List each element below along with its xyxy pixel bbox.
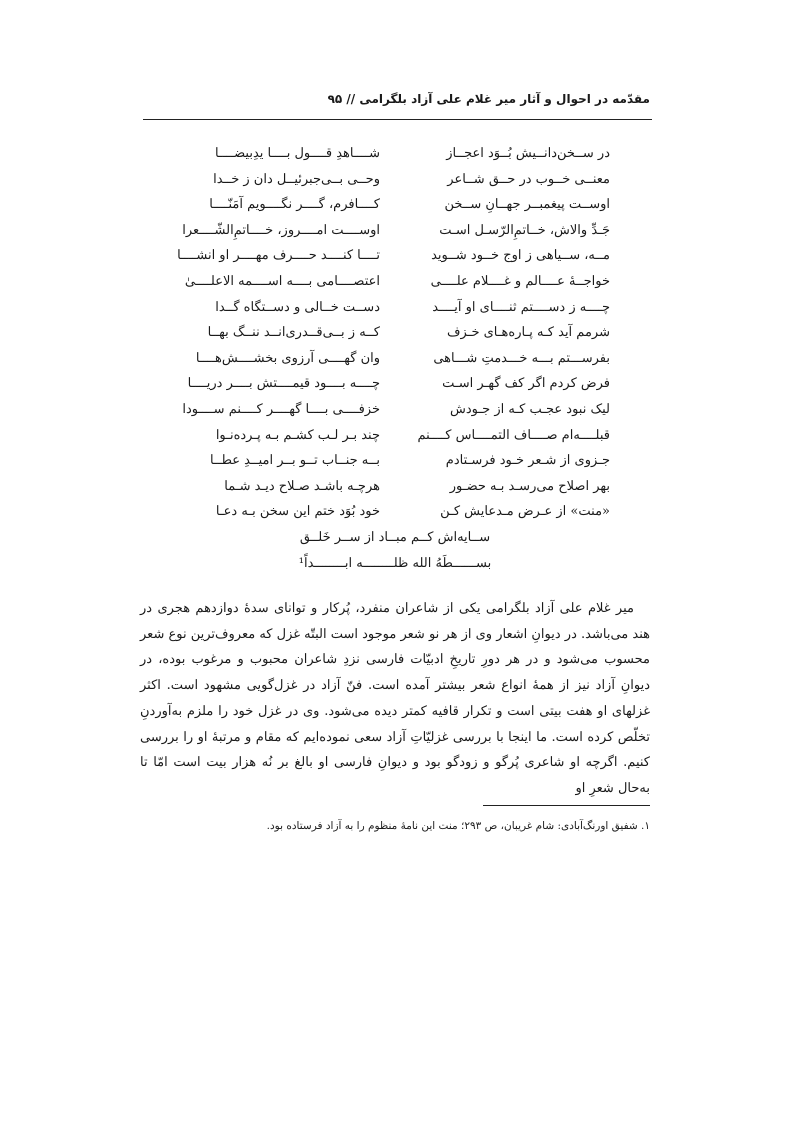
poem-couplet [180, 300, 610, 326]
poem-couplet [180, 402, 610, 428]
poem-couplet [180, 146, 610, 172]
hemistich-second: چند بـر لـب کشـم بـه پـرده‌نـوا [215, 427, 380, 443]
header-rule [143, 119, 652, 120]
poem-couplet [177, 248, 610, 274]
hemistich-first: فرض کردم اگر کف گهـر اسـت [442, 376, 610, 392]
hemistich-first: بفرســـتم بـــه خـــدمتِ شـــاهی [433, 350, 610, 366]
poem-block [177, 146, 610, 581]
hemistich-first: در ســخن‌دانــیش بُــوَد اعجــاز [446, 146, 610, 161]
closing-verse-line: ســایه‌اش کــم مبــاد از ســر خَلــق [299, 529, 491, 545]
hemistich-second: اوســــت امــــروز، خــــاتمِ‌الشّــــعرا [182, 222, 380, 238]
hemistich-first: لیک نبود عجـب کـه از جـودش [449, 401, 610, 417]
hemistich-second: چــــه بــــود قیمــــتش بــــر دریــــا [187, 376, 380, 392]
poem-couplet [180, 325, 610, 351]
hemistich-second: شــــاهدِ قــــول بــــا یدِبیضــــا [214, 146, 380, 161]
hemistich-second: کــه ز بــی‌قــدری‌انــد ننــگ بهــا [207, 325, 380, 341]
closing-verse-line: بســــــطَهُ الله ظلــــــــه ابــــــــداً¹ [298, 555, 492, 571]
poem-couplet [180, 428, 610, 454]
poem-couplet [180, 376, 610, 402]
hemistich-first: جَـدِّ والاش، خــاتمِ‌الرّسـل اسـت [439, 222, 610, 238]
hemistich-second: دســت خــالی و دســتگاه گــدا [215, 299, 380, 315]
hemistich-first: «منت» از عـرض مـدعایش کـن [440, 504, 610, 520]
hemistich-second: تــــا کنــــد حــــرف مهــــر او انشــــا [177, 248, 380, 264]
hemistich-first: شرمم آید کـه پـاره‌هـای خـزف [446, 325, 610, 341]
hemistich-second: خزفــــی بــــا گهــــر کــــنم ســــودا [182, 401, 380, 417]
hemistich-second: خود بُوَد ختم این سخن بـه دعـا [215, 504, 380, 520]
poem-couplet [180, 223, 610, 249]
hemistich-first: خواجــهٔ عــــالم و غــــلام علــــی [430, 273, 610, 289]
hemistich-second: کــــافرم، گــــر نگــــویم آمَنّــــا [209, 197, 380, 213]
hemistich-first: مــه، ســیاهی ز اوج خــود شــوید [431, 248, 610, 264]
hemistich-second: اعتصــــامی بــــه اســــمه الاعلــــیٰ [184, 273, 380, 289]
poem-couplet [180, 351, 610, 377]
hemistich-second: بــه جنــاب تــو بــر امیــدِ عطــا [210, 453, 380, 469]
hemistich-first: جـزوی از شـعر خـود فرسـتادم [445, 453, 610, 469]
footnote: ۱. شفیق اورنگ‌آبادی: شام غریبان، ص ۲۹۳؛ منت این نامهٔ منظوم را به آزاد فرستاده بود. [266, 820, 650, 832]
hemistich-first: قبلــــه‌ام صــــاف التمــــاس کــــنم [417, 427, 610, 443]
hemistich-first: چــــه ز دســــتم ثنــــای او آیــــد [432, 299, 610, 315]
poem-couplet [180, 453, 610, 479]
hemistich-first: اوســت پیغمبــر جهــانِ ســخن [444, 197, 610, 213]
poem-couplet [180, 172, 610, 198]
paragraph: میر غلام علی آزاد بلگرامی یکی از شاعران منفرد، پُرکار و توانای سدهٔ دوازدهم هجری در هند می‌باشد. در دیوانِ اشعار وی از هر نو شعر موجود است البتّه غزل که معروف‌ترین نوع شعر محسوب می‌شود و در هر دورِ تاریخِ ادبیّات فارسی نزدِ شاعران محبوب و مرغوب بوده، در دیوانِ آزاد نیز از همهٔ انواع شعر بیشتر آمده است. فنّ آزاد در غزل‌گویی مشهود است. اکثر غزلهای او هفت بیتی است و تکرار قافیه کمتر دیده می‌شود. وی در غزل خود را ملزم به‌آوردنِ تخلّص کرده است. ما اینجا با بررسی غزلیّاتِ آزاد سعی نموده‌ایم که مقام و مرتبهٔ او را بررسی کنیم. اگرچه او شاعری پُرگو و زودگو بود و دیوانِ فارسی او بالغ بر نُه هزار بیت است امّا تا به‌حال شعرِ او [140, 601, 650, 796]
hemistich-second: وان گهــــی آرزوی بخشــــش‌هــــا [195, 350, 380, 366]
poem-couplet [180, 197, 610, 223]
poem-couplet [180, 274, 610, 300]
body-text [140, 596, 650, 802]
hemistich-second: هرچـه باشـد صـلاح دیـد شـما [224, 478, 380, 494]
poem-couplet [180, 479, 610, 505]
poem-couplet [180, 504, 610, 530]
hemistich-first: معنــی خــوب در حــق شــاعر [447, 171, 610, 187]
hemistich-second: وحــی بــی‌جبرئیــل دان ز خــدا [213, 171, 380, 187]
footnote-rule [483, 805, 650, 806]
running-header: مقدّمه در احوال و آثار میر غلام علی آزاد بلگرامی // ۹۵ [327, 92, 650, 106]
hemistich-first: بهر اصلاح می‌رسـد بـه حضـور [449, 478, 610, 494]
